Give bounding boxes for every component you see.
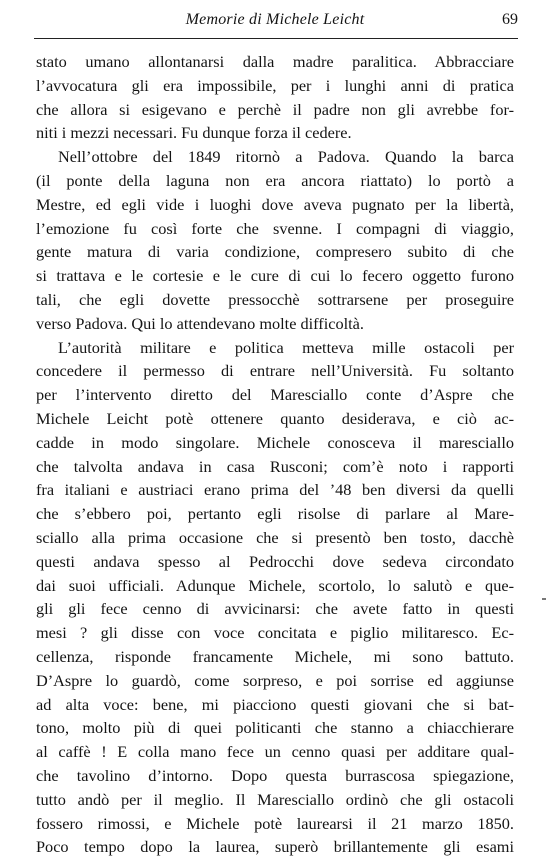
text-line: l’avvocatura gli era impossibile, per i lunghi anni di pratica <box>36 75 514 95</box>
text-line: Michele Leicht potè ottenere quanto desiderava, e ciò ac- <box>36 408 514 428</box>
text-line: sciallo alla prima occasione che si presentò ben tosto, dacchè <box>36 527 514 547</box>
text-line: per l’intervento diretto del Maresciallo conte d’Aspre che <box>36 385 514 405</box>
text-line: che allora si esigevano e perchè il padre non gli avrebbe for- <box>36 99 514 119</box>
text-line: Poco tempo dopo la laurea, superò brillantemente gli esami <box>36 837 514 857</box>
text-line: stato umano allontanarsi dalla madre paralitica. Abbracciare <box>36 52 514 71</box>
margin-mark <box>542 598 546 600</box>
text-line: questi andava spesso al Pedrocchi dove sedeva circondato <box>36 551 514 571</box>
running-title: Memorie di Michele Leicht <box>185 11 365 28</box>
text-line: tali, che egli dovette pressocchè sottrarsene per proseguire <box>36 289 514 309</box>
text-line: Nell’ottobre del 1849 ritornò a Padova. Quando la barca <box>58 147 514 167</box>
page-number: 69 <box>502 11 518 28</box>
text-line: (il ponte della laguna non era ancora riattato) lo portò a <box>36 170 514 190</box>
text-line: verso Padova. Qui lo attendevano molte difficoltà. <box>36 313 364 333</box>
text-line: gli gli fece cenno di avvicinarsi: che avete fatto in questi <box>36 599 514 619</box>
running-head <box>32 8 518 32</box>
text-line: al caffè ! E colla mano fece un cenno quasi per additare qual- <box>36 742 514 762</box>
text-line: gente matura di varia condizione, compresero subito di che <box>36 242 514 262</box>
text-line: tutto andò per il meglio. Il Maresciallo ordinò che gli ostacoli <box>36 789 514 809</box>
text-line: fra italiani e austriaci erano prima del ’48 ben diversi da quelli <box>36 480 514 500</box>
text-line: Mestre, ed egli vide i luoghi dove aveva pugnato per la libertà, <box>36 194 514 214</box>
text-line: si trattava e le cortesie e le cure di cui lo fecero oggetto furono <box>36 266 514 286</box>
text-line: mesi ? gli disse con voce concitata e piglio militaresco. Ec- <box>36 623 514 643</box>
text-line: l’emozione fu così forte che svenne. I compagni di viaggio, <box>36 218 514 238</box>
text-line: L’autorità militare e politica metteva mille ostacoli per <box>58 337 514 357</box>
text-line: che s’ebbero poi, pertanto egli risolse di parlare al Mare- <box>36 504 514 524</box>
header-rule <box>34 38 518 39</box>
text-line: tono, molto più di quei politicanti che stanno a chiacchierare <box>36 718 514 738</box>
text-line: dai suoi ufficiali. Adunque Michele, scortolo, lo salutò e que- <box>36 575 514 595</box>
text-line: niti i mezzi necessari. Fu dunque forza il cedere. <box>36 123 352 143</box>
text-line: ad alta voce: bene, mi piacciono questi giovani che si bat- <box>36 694 514 714</box>
text-line: fossero rimossi, e Michele potè laurearsi il 21 marzo 1850. <box>36 813 514 833</box>
text-line: che tavolino d’intorno. Dopo questa burrascosa spiegazione, <box>36 765 514 785</box>
text-line: D’Aspre lo guardò, come sorpreso, e poi sorrise ed aggiunse <box>36 670 514 690</box>
text-line: concedere il permesso di entrare nell’Università. Fu soltanto <box>36 361 514 381</box>
text-line: cellenza, risponde francamente Michele, mi sono battuto. <box>36 646 514 666</box>
body-text <box>36 50 514 859</box>
text-line: cadde in modo singolare. Michele conosceva il maresciallo <box>36 432 514 452</box>
text-line: che talvolta andava in casa Rusconi; com’è noto i rapporti <box>36 456 514 476</box>
